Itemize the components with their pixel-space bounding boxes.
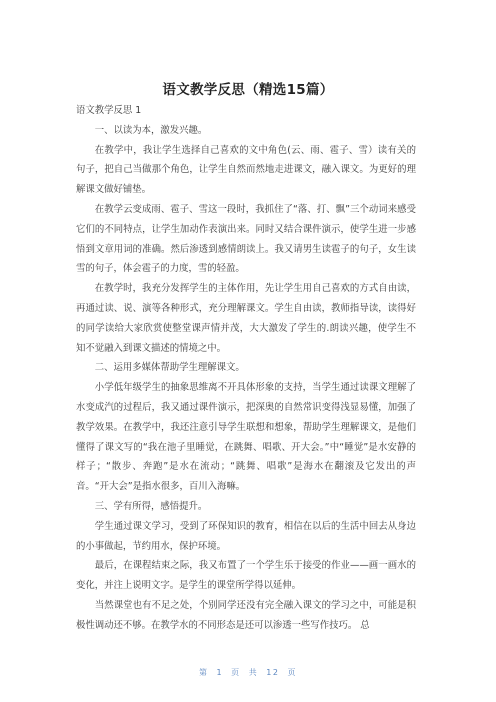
- paragraph: 学生通过课文学习，受到了环保知识的教育，相信在以后的生活中回去从身边的小事做起，节约用水，保护环境。: [76, 520, 416, 552]
- footer-page-unit: 页: [231, 668, 241, 677]
- paragraph: 三、学有所得，感悟提升。: [94, 500, 208, 512]
- footer-total-pages: 12: [266, 668, 280, 677]
- section-heading: 语文教学反思 1: [76, 105, 142, 116]
- paragraph: 在教学云变成雨、雹子、雪这一段时，我抓住了“落、打、飘”三个动词来感受它们的不同特点，让学生加动作表演出来。同时又结合课件演示，使学生进一步感悟到文章用词的准确。然后渗透到感情朗读上。我又请男生读雹子的句子，女生读雪的句子，体会雹子的力度，雪的轻盈。: [76, 203, 416, 275]
- paragraph: 二、运用多媒体帮助学生理解课文。: [94, 362, 245, 374]
- paragraph: 小学低年级学生的抽象思维离不开具体形象的支持，当学生通过读课文理解了水变成汽的过程后，我又通过课件演示，把深奥的自然常识变得浅显易懂，加强了教学效果。在教学中，我还注意引导学生联想和想象，帮助学生理解课文，是他们懂得了课文写的“我在池子里睡觉，在跳舞、唱歌、开大会。”中“睡觉”是水安静的样子；“散步、奔跑”是水在流动；“跳舞、唱歌”是海水在翻滚及它发出的声音。“开大会”是指水很多，百川入海嘛。: [76, 382, 416, 493]
- document-title: 语文教学反思（精选15篇）: [162, 82, 334, 98]
- paragraph: 当然课堂也有不足之处，个别同学还没有完全融入课文的学习之中，可能是积极性调动还不够。在教学水的不同形态是还可以渗透一些写作技巧。 总: [76, 599, 416, 631]
- paragraph: 一、以读为本，激发兴趣。: [94, 124, 208, 136]
- document-body: [76, 101, 416, 636]
- footer-page-number: 1: [216, 668, 224, 677]
- footer-page-prefix: 第: [198, 668, 209, 677]
- paragraph: 在教学中，我让学生选择自己喜欢的文中角色(云、雨、雹子、雪）读有关的句子，把自己当做那个角色，让学生自然而然地走进课文，融入课文。为更好的理解课文做好铺垫。: [76, 144, 416, 196]
- paragraph: 在教学时，我充分发挥学生的主体作用，先让学生用自己喜欢的方式自由读，再通过读、说、演等各种形式，充分理解课文。学生自由读，教师指导读，读得好的同学读给大家欣赏使整堂课声情并茂，大大激发了学生的.朗读兴趣，使学生不知不觉融入到课文描述的情境之中。: [76, 283, 416, 354]
- footer-total-unit: 页: [287, 668, 297, 677]
- page-footer: [0, 667, 496, 678]
- footer-total-prefix: 共: [248, 668, 259, 677]
- paragraph: 最后，在课程结束之际，我又布置了一个学生乐于接受的作业——画一画水的变化，并注上说明文字。是学生的课堂所学得以延伸。: [76, 560, 416, 592]
